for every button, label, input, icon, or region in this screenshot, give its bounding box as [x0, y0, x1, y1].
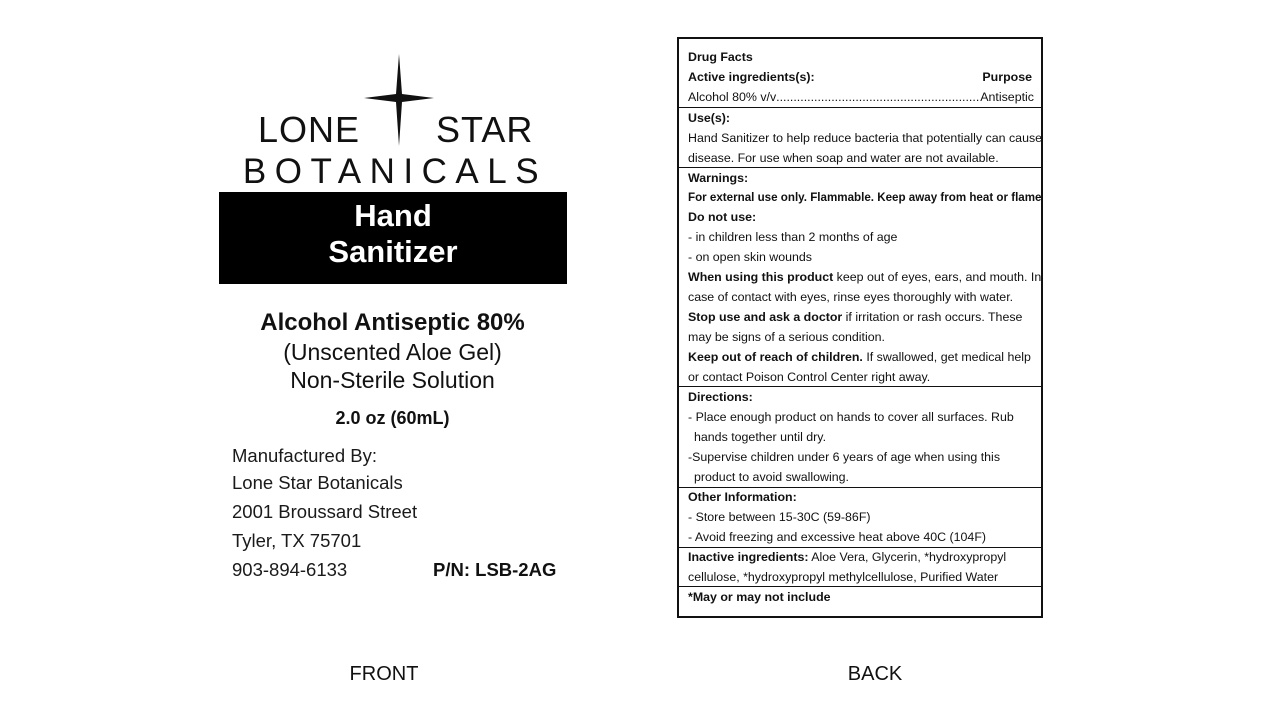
drug-facts-panel [677, 37, 1043, 618]
dot-leader [776, 87, 980, 107]
product-size: 2.0 oz (60mL) [335, 408, 450, 428]
front-caption: FRONT [349, 663, 419, 685]
do-not-use-item-2: - on open skin wounds [688, 250, 812, 264]
inactive-text1: Aloe Vera, Glycerin, *hydroxypropyl [808, 550, 1007, 564]
stop-use-text1: if irritation or rash occurs. These [842, 310, 1023, 324]
title-line2: Sanitizer [328, 234, 458, 269]
manufacturer-label: Manufactured By: [232, 445, 377, 466]
do-not-use-label: Do not use: [688, 210, 757, 224]
brand-logo [200, 40, 590, 190]
direction-2b: product to avoid swallowing. [694, 470, 849, 484]
manufacturer-phone: 903-894-6133 [232, 559, 348, 580]
active-label: Active ingredients(s): [688, 70, 815, 84]
inactive-line1 [688, 547, 1036, 567]
when-using-line1 [688, 267, 1042, 287]
other-info-2: - Avoid freezing and excessive heat above 40C (104F) [688, 530, 987, 544]
four-point-star-icon [364, 54, 434, 146]
other-info-1: - Store between 15-30C (59-86F) [688, 510, 871, 524]
stop-use-line2: may be signs of a serious condition. [688, 330, 885, 344]
keep-out-line1 [688, 347, 1036, 367]
direction-2a: -Supervise children under 6 years of age when using this [688, 450, 1001, 464]
uses-line2: disease. For use when soap and water are not available. [688, 151, 999, 165]
directions-label: Directions: [688, 390, 753, 404]
when-using-line2: case of contact with eyes, rinse eyes thoroughly with water. [688, 290, 1014, 304]
manufacturer-street: 2001 Broussard Street [232, 501, 418, 522]
stop-use-label: Stop use and ask a doctor [688, 310, 843, 324]
active-ingredient-row [688, 87, 1034, 107]
manufacturer-name: Lone Star Botanicals [232, 472, 403, 493]
part-number: P/N: LSB-2AG [433, 559, 557, 580]
direction-1b: hands together until dry. [694, 430, 827, 444]
drug-facts-heading: Drug Facts [688, 50, 753, 64]
product-name: Alcohol Antiseptic 80% [260, 309, 525, 336]
stop-use-line1 [688, 307, 1036, 327]
active-purpose: Antiseptic [980, 90, 1034, 104]
brand-name-line2: BOTANICALS [242, 152, 548, 191]
uses-label: Use(s): [688, 111, 730, 125]
do-not-use-item-1: - in children less than 2 months of age [688, 230, 898, 244]
inactive-line2: cellulose, *hydroxypropyl methylcellulose, Purified Water [688, 570, 999, 584]
keep-out-line2: or contact Poison Control Center right away. [688, 370, 931, 384]
when-using-label: When using this product [688, 270, 834, 284]
purpose-label: Purpose [982, 70, 1032, 84]
product-subtitle-1: (Unscented Aloe Gel) [283, 339, 502, 365]
brand-word-lone: LONE [258, 109, 361, 150]
footnote: *May or may not include [688, 590, 831, 604]
manufacturer-city: Tyler, TX 75701 [232, 530, 362, 551]
keep-out-label: Keep out of reach of children. [688, 350, 863, 364]
inactive-label: Inactive ingredients: [688, 550, 809, 564]
back-caption: BACK [847, 663, 903, 685]
warnings-external: For external use only. Flammable. Keep away from heat or flame [688, 191, 1042, 204]
when-using-text1: keep out of eyes, ears, and mouth. In [833, 270, 1042, 284]
keep-out-text1: If swallowed, get medical help [862, 350, 1031, 364]
direction-1a: - Place enough product on hands to cover all surfaces. Rub [688, 410, 1014, 424]
product-title-banner [219, 192, 567, 284]
uses-line1: Hand Sanitizer to help reduce bacteria that potentially can cause [688, 131, 1043, 145]
other-info-label: Other Information: [688, 490, 797, 504]
front-label [200, 40, 590, 600]
active-ingredient: Alcohol 80% v/v [688, 90, 777, 104]
warnings-label: Warnings: [688, 171, 749, 185]
brand-word-star: STAR [436, 109, 534, 150]
product-subtitle-2: Non-Sterile Solution [290, 367, 495, 393]
title-line1: Hand [354, 198, 432, 233]
